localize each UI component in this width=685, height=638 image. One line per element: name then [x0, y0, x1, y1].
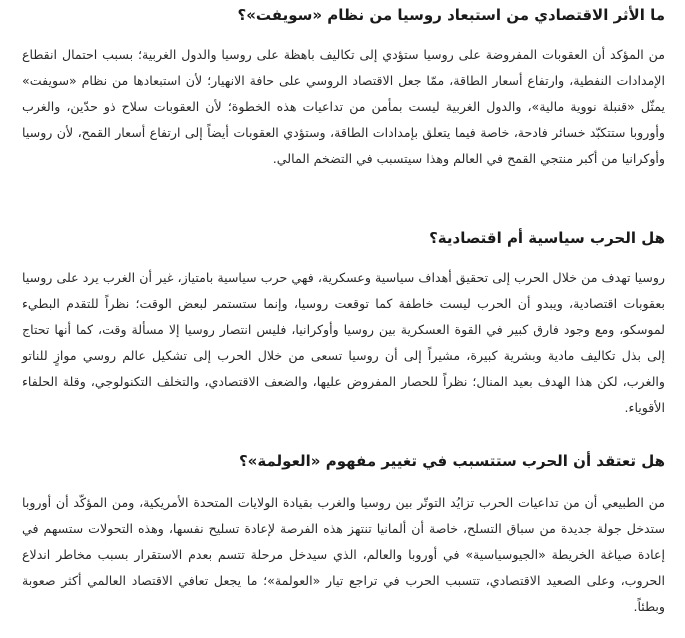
section-heading-economic-impact: ما الأثر الاقتصادي من استبعاد روسيا من نظام «سويفت»؟ [237, 6, 665, 24]
section-paragraph-economic-impact: من المؤكد أن العقوبات المفروضة على روسيا ستؤدي إلى تكاليف باهظة على روسيا والدول الغربية؛ بسبب احتمال انقطاع الإمدادات النفطية، وارتفاع أسعار الطاقة، ممّا جعل الاقتصاد الروسي على حافة الانهيار؛ لأن استبعادها من نظام «سويفت» يمثّل «قنبلة نووية مالية»، والدول الغربية ليست بمأمن من تداعيات هذه الخطوة؛ لأن العقوبات سلاح ذو حدّين، والغرب وأوروبا ستتكبّد خسائر فادحة، خاصة فيما يتعلق بإمدادات الطاقة، وستؤدي العقوبات أيضاً إلى ارتفاع أسعار القمح، لأن روسيا وأوكرانيا من أكبر منتجي القمح في العالم وهذا سيتسبب في التضخم المالي. [22, 47, 665, 166]
section-paragraph-globalization: من الطبيعي أن من تداعيات الحرب تزايُد التوتّر بين روسيا والغرب بقيادة الولايات المتحدة الأمريكية، ومن المؤكّد أن أوروبا ستدخل جولة جديدة من سباق التسلح، خاصة أن ألمانيا تنتهز هذه الفرصة لإعادة تسليح نفسها، وهذه التحولات ستسهم في إعادة صياغة الخريطة «الجيوسياسية» في أوروبا والعالم، الذي سيدخل مرحلة تتسم بعدم الاستقرار بسبب مخاطر اندلاع الحروب، وعلى الصعيد الاقتصادي، تتسبب الحرب في تراجع تيار «العولمة»؛ ما يجعل تعافي الاقتصاد العالمي أكثر صعوبة وبطئاً. [22, 495, 665, 614]
section-heading-globalization: هل تعتقد أن الحرب ستتسبب في تغيير مفهوم «العولمة»؟ [238, 452, 665, 470]
section-heading-political-or-economic: هل الحرب سياسية أم اقتصادية؟ [429, 229, 665, 247]
section-paragraph-political-or-economic: روسيا تهدف من خلال الحرب إلى تحقيق أهداف سياسية وعسكرية، فهي حرب سياسية بامتياز، غير أن الغرب يرد على روسيا بعقوبات اقتصادية، ويبدو أن الحرب ليست خاطفة كما توقعت روسيا، وإنما ستستمر لبعض الوقت؛ نظراً للتقدم البطيء لموسكو، ومع وجود فارق كبير في القوة العسكرية بين روسيا وأوكرانيا، فليس انتصار روسيا إلا مسألة وقت، كما أنها تحتاج إلى بذل تكاليف مادية وبشرية كبيرة، مشيراً إلى أن روسيا تسعى من خلال الحرب إلى تشكيل عالم روسي موازٍ للناتو والغرب، لكن هذا الهدف بعيد المنال؛ نظراً للحصار المفروض عليها، والضعف الاقتصادي، والتخلف التكنولوجي، وقلة الحلفاء الأقوياء. [22, 270, 665, 415]
